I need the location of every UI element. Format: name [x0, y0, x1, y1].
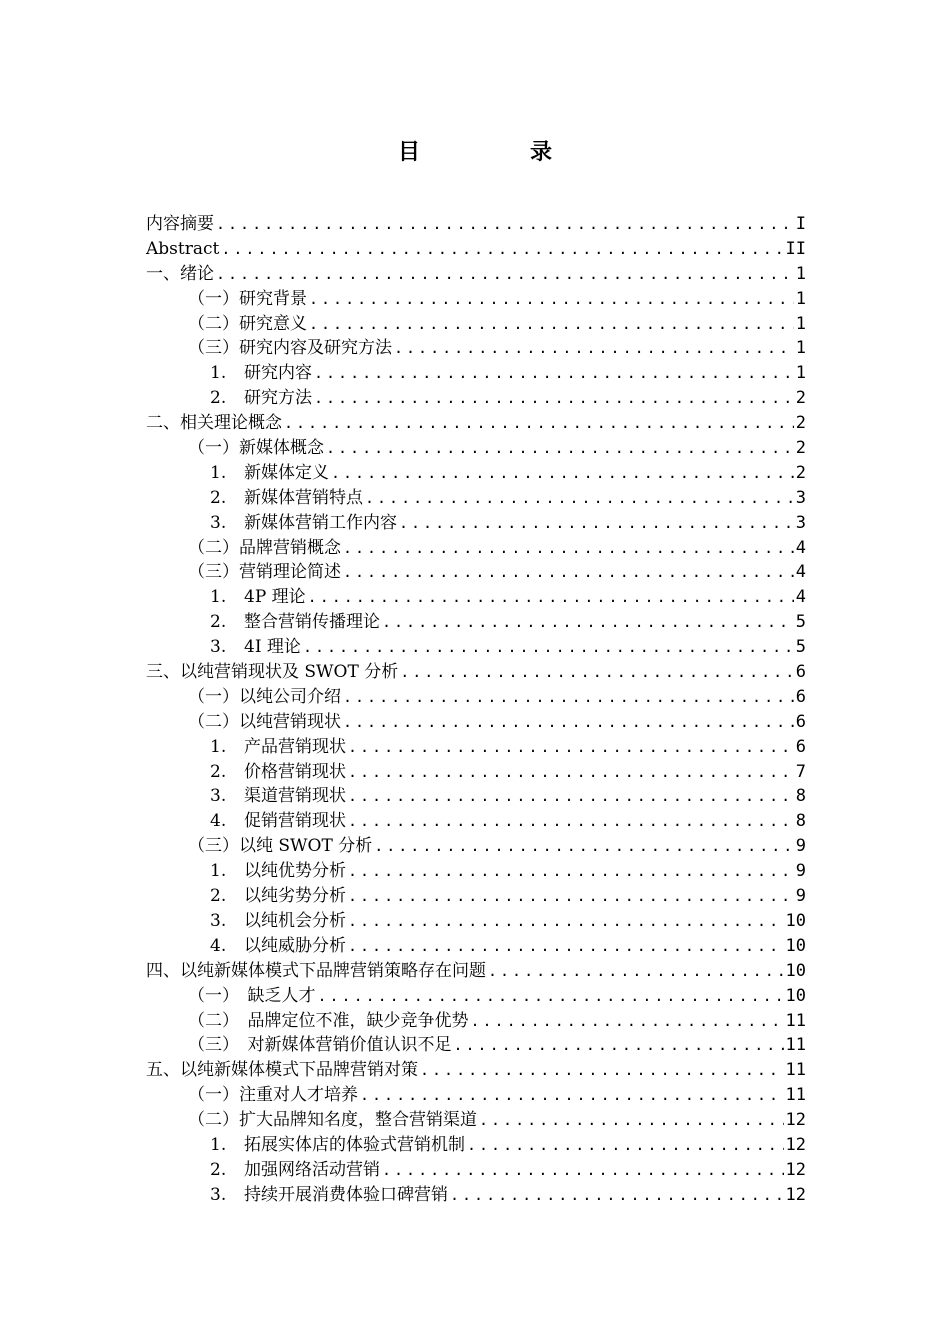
toc-page-number: 4 — [795, 587, 806, 608]
toc-entry-label — [188, 436, 324, 461]
toc-page-number: 7 — [795, 761, 806, 782]
toc-entry-text: Abstract — [146, 238, 220, 259]
toc-entry-text: 以纯威胁分析 — [244, 935, 346, 956]
toc-entry-number: 3. — [210, 786, 227, 807]
toc-entry-label — [210, 859, 346, 884]
toc-leader-dots — [348, 760, 794, 785]
toc-entry-label — [210, 809, 346, 834]
toc-title: 目 录 — [397, 140, 596, 165]
toc-entry-label — [188, 984, 316, 1009]
toc-entry-label — [210, 486, 363, 511]
toc-page-number: 11 — [785, 1035, 806, 1056]
toc-entry-label — [146, 959, 486, 984]
toc-entry-number: 1. — [210, 462, 227, 483]
toc-entry-text: （一）以纯公司介绍 — [188, 686, 341, 707]
toc-page-number: 1 — [795, 338, 806, 359]
toc-entry-text: （三） 对新媒体营销价值认识不足 — [188, 1035, 452, 1056]
toc-leader-dots — [308, 585, 794, 610]
toc-entry-label — [188, 685, 341, 710]
toc-entry[interactable] — [146, 436, 806, 461]
toc-leader-dots — [309, 312, 794, 337]
toc-leader-dots — [374, 834, 794, 859]
toc-leader-dots — [360, 1083, 784, 1108]
toc-entry-text: 研究方法 — [244, 388, 312, 409]
toc-entry-label — [210, 511, 397, 536]
toc-leader-dots — [343, 536, 794, 561]
toc-page-number: 2 — [795, 438, 806, 459]
toc-page-number: 1 — [795, 313, 806, 334]
toc-leader-dots — [314, 361, 794, 386]
toc-entry-text: 加强网络活动营销 — [244, 1159, 380, 1180]
toc-entry-text: 拓展实体店的体验式营销机制 — [244, 1134, 465, 1155]
toc-entry-label — [210, 760, 346, 785]
toc-leader-dots — [471, 1009, 784, 1034]
toc-entry-text: 4I 理论 — [244, 637, 301, 658]
toc-entry-label — [188, 710, 341, 735]
toc-entry-label — [188, 336, 392, 361]
toc-page-number: 6 — [795, 686, 806, 707]
toc-entry[interactable] — [146, 660, 806, 685]
toc-entry-number: 1. — [210, 736, 227, 757]
toc-page-number: 8 — [795, 786, 806, 807]
toc-leader-dots — [348, 909, 784, 934]
toc-entry[interactable] — [146, 560, 806, 585]
toc-page-number: 6 — [795, 662, 806, 683]
toc-entry-label — [210, 1183, 448, 1208]
toc-leader-dots — [400, 660, 794, 685]
toc-page-number: 11 — [785, 1085, 806, 1106]
toc-entry-number: 4. — [210, 935, 227, 956]
toc-entry-number: 3. — [210, 1184, 227, 1205]
toc-entry[interactable] — [146, 735, 806, 760]
toc-entry-number: 1. — [210, 861, 227, 882]
toc-entry[interactable] — [146, 1133, 806, 1158]
toc-entry-number: 4. — [210, 811, 227, 832]
toc-entry-text: 价格营销现状 — [244, 761, 346, 782]
toc-entry-text: 新媒体营销工作内容 — [244, 512, 397, 533]
toc-entry[interactable] — [146, 237, 806, 262]
toc-entry-label — [188, 1033, 452, 1058]
toc-entry[interactable] — [146, 1183, 806, 1208]
toc-entry-label — [210, 1133, 465, 1158]
toc-leader-dots — [399, 511, 794, 536]
toc-entry-text: 产品营销现状 — [244, 736, 346, 757]
toc-entry-text: （三）营销理论简述 — [188, 562, 341, 583]
toc-leader-dots — [420, 1058, 784, 1083]
toc-entry-label — [188, 287, 307, 312]
toc-page-number: 12 — [785, 1159, 806, 1180]
toc-entry-number: 2. — [210, 886, 227, 907]
toc-entry[interactable] — [146, 386, 806, 411]
toc-entry-text: 以纯劣势分析 — [244, 886, 346, 907]
toc-entry-text: （三）以纯 SWOT 分析 — [188, 836, 373, 857]
toc-page-number: 8 — [795, 811, 806, 832]
toc-entry-text: 渠道营销现状 — [244, 786, 346, 807]
toc-entry-number: 3. — [210, 512, 227, 533]
toc-entry-text: 内容摘要 — [146, 214, 214, 234]
toc-entry-number: 3. — [210, 637, 227, 658]
toc-entry[interactable] — [146, 710, 806, 735]
toc-leader-dots — [365, 486, 794, 511]
toc-entry[interactable] — [146, 784, 806, 809]
toc-entry-number: 2. — [210, 388, 227, 409]
toc-leader-dots — [343, 710, 794, 735]
toc-entry-text: （一）注重对人才培养 — [188, 1085, 358, 1106]
toc-entry-text: 三、以纯营销现状及 SWOT 分析 — [146, 662, 399, 683]
toc-entry-text: （一）新媒体概念 — [188, 438, 324, 459]
toc-entry[interactable] — [146, 984, 806, 1009]
toc-leader-dots — [326, 436, 794, 461]
toc-page-number: 11 — [785, 1060, 806, 1081]
toc-leader-dots — [348, 784, 794, 809]
toc-entry-number: 1. — [210, 587, 227, 608]
toc-entry-label — [188, 834, 372, 859]
toc-entry[interactable] — [146, 361, 806, 386]
toc-page-number: 4 — [795, 537, 806, 558]
toc-page-number: 3 — [795, 487, 806, 508]
toc-entry[interactable] — [146, 1158, 806, 1183]
toc-entry-text: 以纯优势分析 — [244, 861, 346, 882]
toc-entry[interactable] — [146, 1058, 806, 1083]
toc-entry-label — [210, 610, 380, 635]
toc-page-number: 6 — [795, 711, 806, 732]
toc-entry-number: 2. — [210, 612, 227, 633]
toc-entry[interactable] — [146, 760, 806, 785]
toc-leader-dots — [348, 859, 794, 884]
toc-page-number: 9 — [795, 861, 806, 882]
toc-entry[interactable] — [146, 809, 806, 834]
toc-entry-text: （二） 品牌定位不准，缺少竞争优势 — [188, 1010, 469, 1031]
toc-entry-number: 2. — [210, 1159, 227, 1180]
toc-page-number: I — [795, 214, 806, 234]
toc-entry-text: （二）以纯营销现状 — [188, 711, 341, 732]
toc-leader-dots — [216, 262, 794, 287]
toc-entry[interactable] — [146, 287, 806, 312]
toc-entry-label — [188, 1009, 469, 1034]
toc-entry[interactable] — [146, 486, 806, 511]
toc-entry[interactable] — [146, 336, 806, 361]
toc-page-number: 9 — [795, 886, 806, 907]
toc-entry-text: 四、以纯新媒体模式下品牌营销策略存在问题 — [146, 960, 486, 981]
toc-page-number: 1 — [795, 288, 806, 309]
toc-entry-label — [188, 312, 307, 337]
toc-entry[interactable] — [146, 461, 806, 486]
toc-entry[interactable] — [146, 959, 806, 984]
toc-entry[interactable] — [146, 585, 806, 610]
toc-entry-label — [210, 361, 312, 386]
toc-leader-dots — [303, 635, 794, 660]
toc-leader-dots — [450, 1183, 784, 1208]
toc-leader-dots — [382, 610, 794, 635]
toc-page-number: 12 — [785, 1134, 806, 1155]
toc-entry-number: 1. — [210, 363, 227, 384]
toc-leader-dots — [454, 1033, 784, 1058]
toc-leader-dots — [284, 411, 794, 436]
toc-leader-dots — [348, 934, 784, 959]
toc-entry[interactable] — [146, 1083, 806, 1108]
toc-entry-text: （二）研究意义 — [188, 313, 307, 334]
toc-entry-text: 持续开展消费体验口碑营销 — [244, 1184, 448, 1205]
toc-entry-label — [146, 212, 214, 237]
toc-entry-label — [188, 1083, 358, 1108]
toc-leader-dots — [216, 212, 794, 237]
toc-entry-label — [210, 1158, 380, 1183]
toc-entry-number: 2. — [210, 487, 227, 508]
toc-leader-dots — [348, 809, 794, 834]
toc-page-number: 2 — [795, 462, 806, 483]
toc-entry-label — [146, 237, 219, 262]
toc-page-number: 10 — [785, 960, 806, 981]
toc-entry-number: 2. — [210, 761, 227, 782]
toc-leader-dots — [343, 685, 794, 710]
toc-leader-dots — [331, 461, 794, 486]
toc-entry[interactable] — [146, 635, 806, 660]
toc-entry-text: 4P 理论 — [244, 587, 306, 608]
toc-page-number: 2 — [795, 388, 806, 409]
toc-leader-dots — [479, 1108, 784, 1133]
toc-page-number: 4 — [795, 562, 806, 583]
toc-entry[interactable] — [146, 511, 806, 536]
toc-entry-text: （二）扩大品牌知名度，整合营销渠道 — [188, 1110, 477, 1131]
toc-entry-text: 整合营销传播理论 — [244, 612, 380, 633]
toc-entry-number: 1. — [210, 1134, 227, 1155]
toc-entry-text: （一）研究背景 — [188, 288, 307, 309]
toc-page-number: 3 — [795, 512, 806, 533]
toc-page-number: 6 — [795, 736, 806, 757]
toc-page-number: 11 — [785, 1010, 806, 1031]
toc-page-number: 12 — [785, 1184, 806, 1205]
toc-entry-text: 五、以纯新媒体模式下品牌营销对策 — [146, 1060, 418, 1081]
toc-entry-label — [210, 934, 346, 959]
toc-entry-text: （三）研究内容及研究方法 — [188, 338, 392, 359]
toc-page-number: 12 — [785, 1110, 806, 1131]
toc-page-number: 10 — [785, 935, 806, 956]
toc-entry[interactable] — [146, 411, 806, 436]
toc-entry-label — [210, 909, 346, 934]
toc-page-number: 9 — [795, 836, 806, 857]
toc-entry-label — [210, 386, 312, 411]
toc-entry[interactable] — [146, 610, 806, 635]
toc-entry-text: 新媒体定义 — [244, 462, 329, 483]
toc-entry-label — [146, 411, 282, 436]
toc-page-number: 10 — [785, 985, 806, 1006]
toc-leader-dots — [314, 386, 794, 411]
toc-entry[interactable] — [146, 536, 806, 561]
toc-entry[interactable] — [146, 212, 806, 237]
toc-leader-dots — [318, 984, 784, 1009]
toc-entry-label — [210, 735, 346, 760]
toc-entry[interactable] — [146, 1033, 806, 1058]
toc-entry-label — [188, 536, 341, 561]
toc-entry[interactable] — [146, 1108, 806, 1133]
toc-entry[interactable] — [146, 884, 806, 909]
toc-leader-dots — [343, 560, 794, 585]
toc-entry[interactable] — [146, 1009, 806, 1034]
toc-leader-dots — [348, 884, 794, 909]
toc-entry-label — [188, 560, 341, 585]
toc-page-number: 5 — [795, 612, 806, 633]
toc-entry-label — [210, 461, 329, 486]
toc-entry-text: 促销营销现状 — [244, 811, 346, 832]
toc-leader-dots — [221, 237, 783, 262]
toc-entry-number: 3. — [210, 910, 227, 931]
toc-leader-dots — [488, 959, 784, 984]
toc-entry[interactable] — [146, 859, 806, 884]
toc-page-number: 5 — [795, 637, 806, 658]
toc-entry-label — [210, 784, 346, 809]
toc-entry-label — [210, 635, 301, 660]
toc-entry-text: 新媒体营销特点 — [244, 487, 363, 508]
toc-page-number: II — [785, 238, 806, 259]
toc-entry-label — [146, 1058, 418, 1083]
toc-entry-label — [210, 585, 306, 610]
toc-entry[interactable] — [146, 909, 806, 934]
toc-entry[interactable] — [146, 834, 806, 859]
toc-leader-dots — [309, 287, 794, 312]
toc-page-number: 1 — [795, 363, 806, 384]
toc-page-number: 1 — [795, 263, 806, 284]
toc-page-number: 2 — [795, 413, 806, 434]
toc-entry-label — [146, 262, 214, 287]
toc-entry-text: 二、相关理论概念 — [146, 413, 282, 434]
toc-leader-dots — [467, 1133, 784, 1158]
toc-entry-text: （二）品牌营销概念 — [188, 537, 341, 558]
toc-leader-dots — [348, 735, 794, 760]
toc-entry-text: 以纯机会分析 — [244, 910, 346, 931]
toc-page-number: 10 — [785, 910, 806, 931]
toc-entry-label — [188, 1108, 477, 1133]
toc-entry[interactable] — [146, 262, 806, 287]
toc-list — [146, 212, 806, 1208]
toc-entry[interactable] — [146, 312, 806, 337]
toc-entry[interactable] — [146, 685, 806, 710]
toc-leader-dots — [382, 1158, 784, 1183]
toc-entry-label — [146, 660, 398, 685]
toc-entry[interactable] — [146, 934, 806, 959]
toc-leader-dots — [394, 336, 794, 361]
toc-entry-label — [210, 884, 346, 909]
toc-entry-text: 研究内容 — [244, 363, 312, 384]
toc-entry-text: 一、绪论 — [146, 263, 214, 284]
toc-entry-text: （一） 缺乏人才 — [188, 985, 316, 1006]
